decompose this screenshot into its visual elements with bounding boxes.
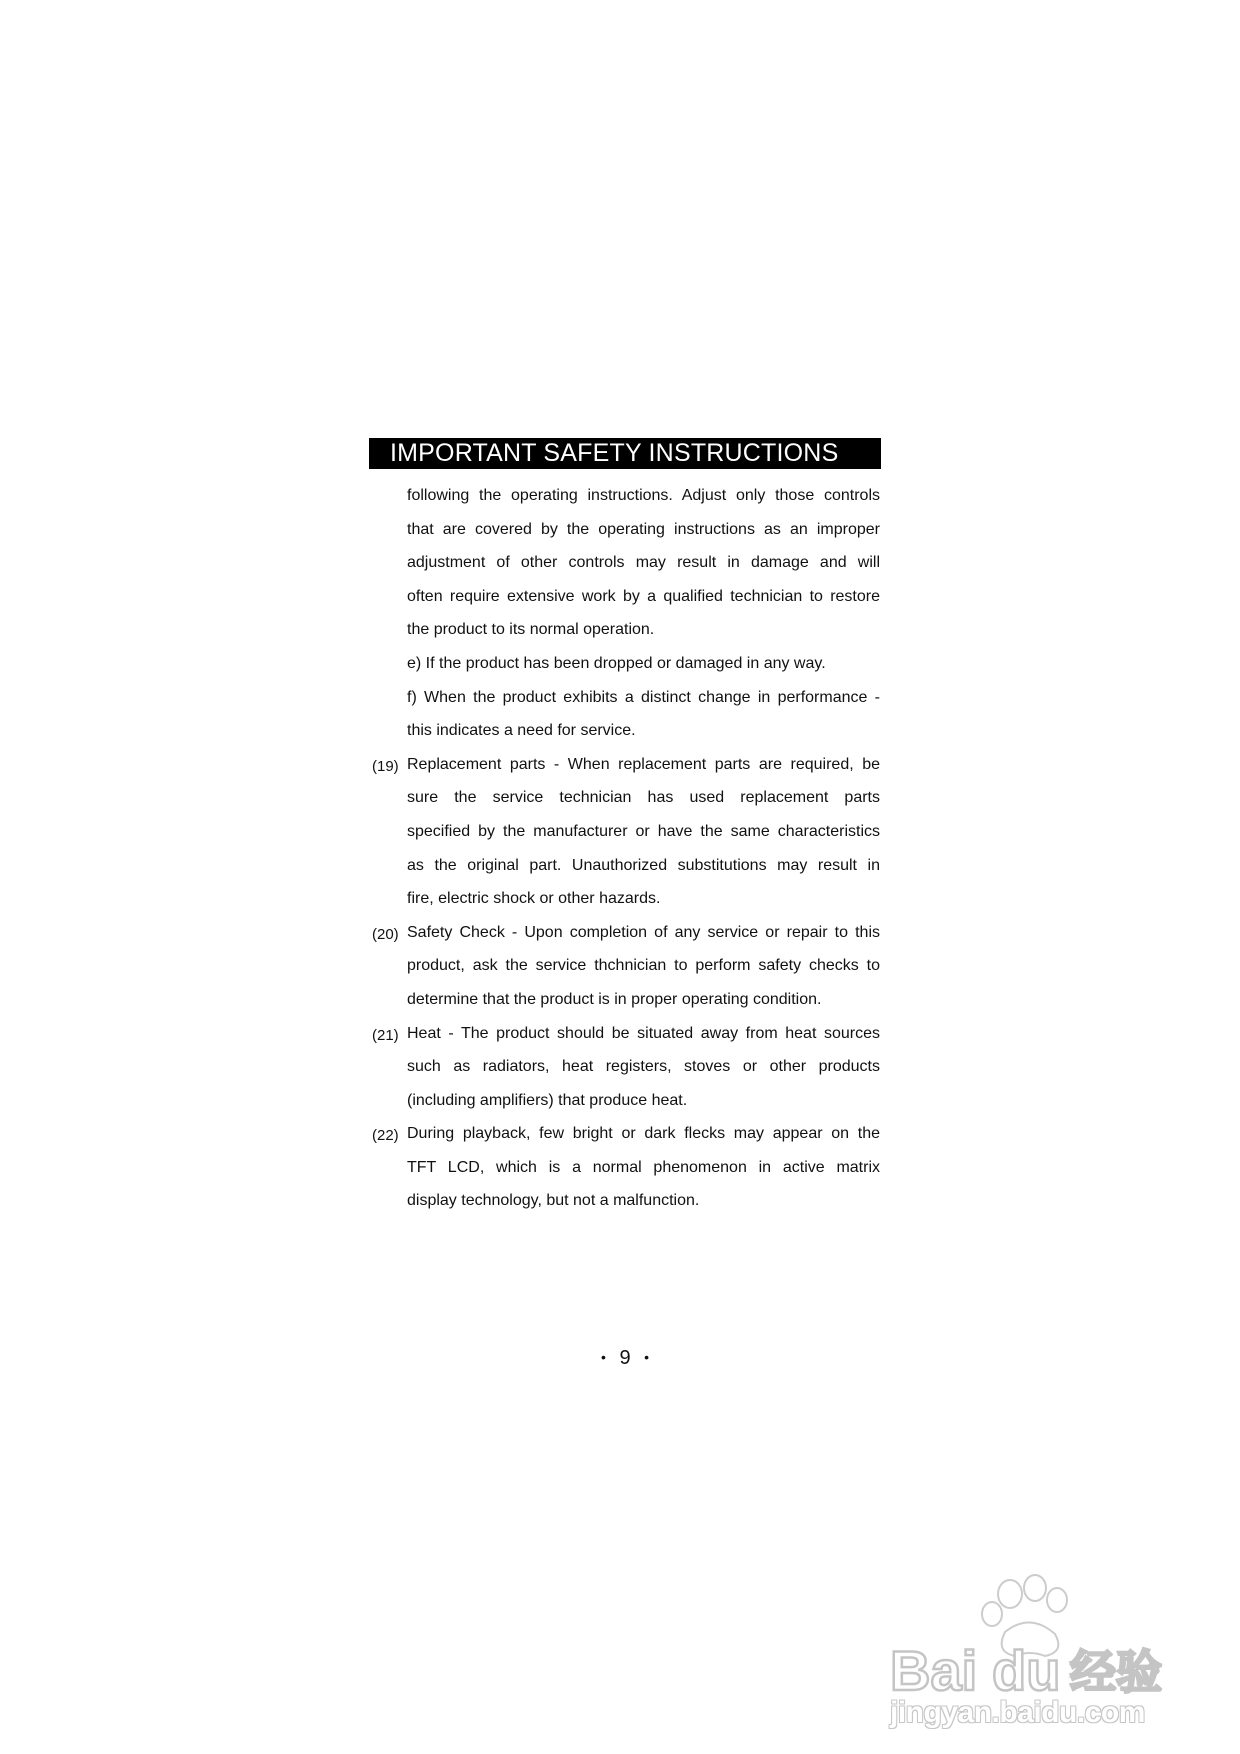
instruction-line <box>370 1121 880 1155</box>
instruction-line <box>370 785 880 819</box>
watermark-url: jingyan.baidu.com <box>890 1696 1145 1729</box>
instruction-line <box>370 1021 880 1055</box>
instruction-text: adjustment of other controls may result in damage and will <box>407 554 880 572</box>
instruction-line <box>370 987 880 1021</box>
page-number-right-dot: • <box>644 1349 650 1365</box>
instruction-line <box>370 685 880 719</box>
instruction-line <box>370 1054 880 1088</box>
instruction-line <box>370 550 880 584</box>
instruction-text: f) When the product exhibits a distinct change in performance - <box>407 688 880 706</box>
instruction-line <box>370 752 880 786</box>
instruction-text: that are covered by the operating instructions as an improper <box>407 520 880 538</box>
instruction-line <box>370 584 880 618</box>
instruction-line <box>370 617 880 651</box>
instruction-text: TFT LCD, which is a normal phenomenon in active matrix <box>407 1158 880 1176</box>
instruction-text: often require extensive work by a qualified technician to restore <box>407 587 880 605</box>
instruction-line <box>370 517 880 551</box>
instruction-text: e) If the product has been dropped or damaged in any way. <box>407 654 826 672</box>
item-number: (22) <box>372 1127 399 1145</box>
instruction-line <box>370 651 880 685</box>
instruction-text: display technology, but not a malfunction. <box>407 1192 700 1210</box>
instruction-text: following the operating instructions. Adjust only those controls <box>407 487 880 504</box>
instruction-text: product, ask the service thchnician to perform safety checks to <box>407 957 880 975</box>
instruction-text: fire, electric shock or other hazards. <box>407 890 661 908</box>
instruction-line <box>370 1188 880 1222</box>
svg-text:du: du <box>992 1639 1061 1696</box>
instruction-line <box>370 853 880 887</box>
section-header-bar <box>369 438 881 469</box>
instruction-line <box>370 819 880 853</box>
section-title: IMPORTANT SAFETY INSTRUCTIONS <box>390 439 839 467</box>
watermark-jingyan-text: 经验 <box>1070 1646 1162 1696</box>
item-number: (20) <box>372 925 399 943</box>
instruction-text: Safety Check - Upon completion of any service or repair to this <box>407 923 880 941</box>
instruction-text: Replacement parts - When replacement parts are required, be <box>407 755 880 773</box>
item-number: (19) <box>372 757 399 775</box>
page-number-value: 9 <box>619 1347 631 1369</box>
baidu-jingyan-watermark <box>880 1572 1180 1729</box>
instruction-line <box>370 1155 880 1189</box>
instruction-text: Heat - The product should be situated away from heat sources <box>407 1024 880 1042</box>
instruction-line <box>370 483 880 517</box>
instruction-text: During playback, few bright or dark flecks may appear on the <box>407 1125 880 1143</box>
instruction-text: determine that the product is in proper operating condition. <box>407 990 822 1008</box>
instruction-text: such as radiators, heat registers, stoves or other products <box>407 1058 880 1076</box>
item-number: (21) <box>372 1026 399 1044</box>
instruction-line <box>370 886 880 920</box>
baidu-paw-logo-icon <box>880 1572 1180 1696</box>
page-number-left-dot: • <box>600 1349 606 1365</box>
instruction-text: sure the service technician has used replacement parts <box>407 789 880 807</box>
instruction-text: (including amplifiers) that produce heat. <box>407 1091 688 1109</box>
instruction-text: the product to its normal operation. <box>407 621 655 639</box>
instructions-body <box>370 483 880 1222</box>
page-number <box>570 1346 680 1371</box>
instruction-line <box>370 953 880 987</box>
instruction-line <box>370 718 880 752</box>
instruction-line <box>370 920 880 954</box>
instruction-line <box>370 1088 880 1122</box>
watermark-brand-text: Bai <box>890 1639 978 1696</box>
instruction-text: this indicates a need for service. <box>407 722 636 740</box>
instruction-text: specified by the manufacturer or have the same characteristics <box>407 822 880 840</box>
instruction-text: as the original part. Unauthorized substitutions may result in <box>407 856 880 874</box>
